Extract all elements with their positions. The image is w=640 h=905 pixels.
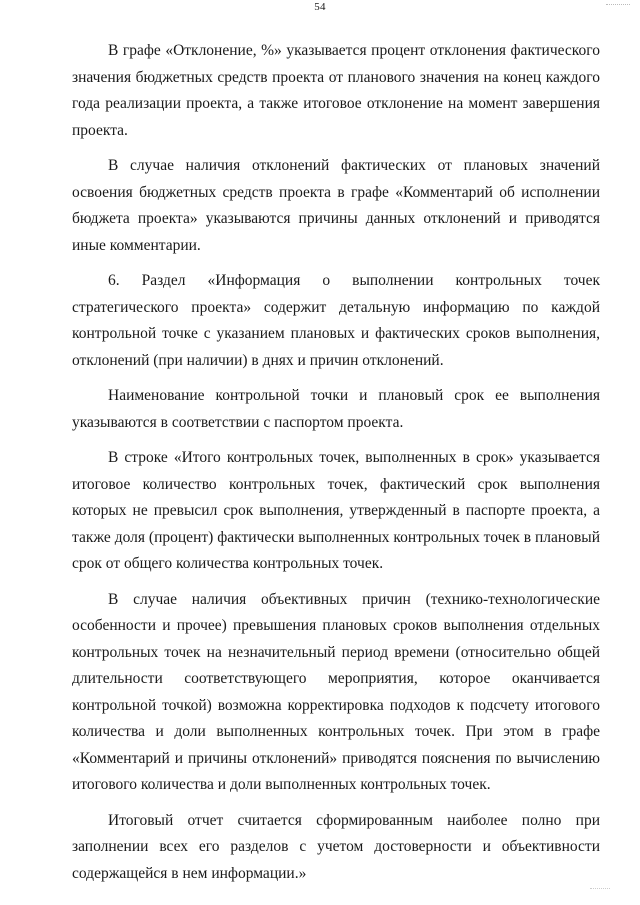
paragraph-deviation-column: В графе «Отклонение, %» указывается процент отклонения фактического значения бюджетных средств проекта от планового значения на конец каждого года реализации проекта, а также итоговое отклонение на момент завершения проекта. [72,42,600,139]
document-body [72,38,600,896]
paragraph-final-report: Итоговый отчет считается сформированным наиболее полно при заполнении всех его разделов с учетом достоверности и объективности содержащейся в нем информации.» [72,811,600,882]
paragraph-objective-reasons: В случае наличия объективных причин (технико-технологические особенности и прочее) превышения плановых сроков выполнения отдельных контрольных точек на незначительный период времени (относительно общей длительности соответствующего мероприятия, которое оканчивается контрольной точкой) возможна корректировка подходов к подсчету итогового количества и доли выполненных контрольных точек. При этом в графе «Комментарий и причины отклонений» приводятся пояснения по вычислению итогового количества и доли выполненных контрольных точек. [72,590,600,793]
paragraph-total-checkpoints: В строке «Итого контрольных точек, выполненных в срок» указывается итоговое количество контрольных точек, фактический срок выполнения которых не превысил срок выполнения, утвержденный в паспорте проекта, а также доля (процент) фактически выполненных контрольных точек в плановый срок от общего количества контрольных точек. [72,449,600,572]
paragraph-section-6: 6. Раздел «Информация о выполнении контрольных точек стратегического проекта» содержит детальную информацию по каждой контрольной точке с указанием плановых и фактических сроков выполнения, отклонений (при наличии) в днях и причин отклонений. [72,272,600,369]
page-number: 54 [314,1,326,13]
scan-artifact-bottom [590,886,610,889]
paragraph-budget-comment: В случае наличия отклонений фактических от плановых значений освоения бюджетных средств проекта в графе «Комментарий об исполнении бюджета проекта» указываются причины данных отклонений и приводятся иные комментарии. [72,157,600,254]
paragraph-checkpoint-name: Наименование контрольной точки и плановый срок ее выполнения указываются в соответствии с паспортом проекта. [72,387,600,431]
